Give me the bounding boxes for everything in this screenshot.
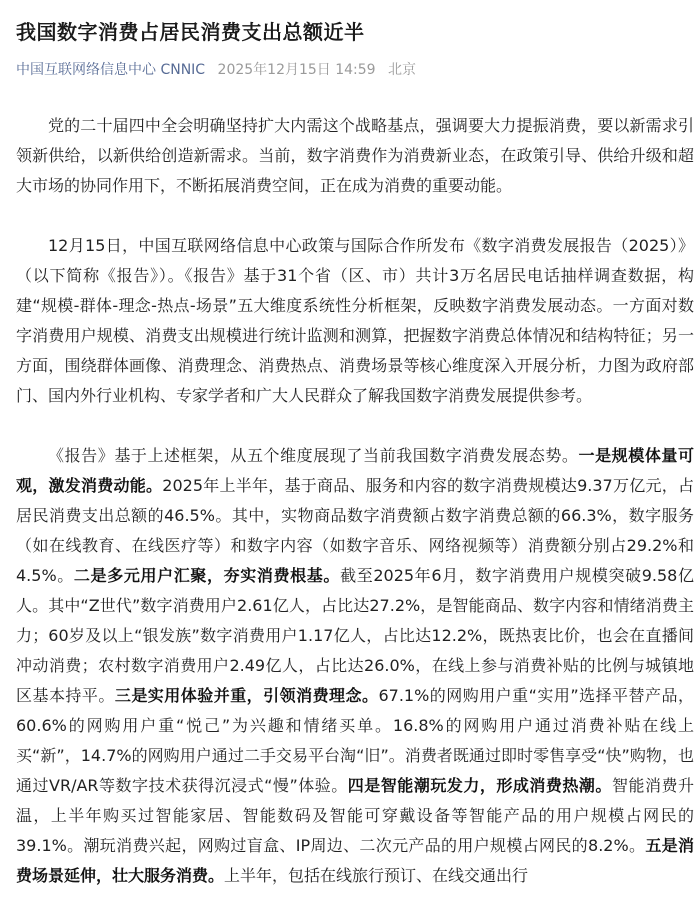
highlight-point-1: 一是规模体量可观，激发消费动能。 — [16, 446, 694, 495]
paragraph-text: 党的二十届四中全会明确坚持扩大内需这个战略基点，强调要大力提振消费，要以新需求引领新供给，以新供给创造新需求。当前，数字消费作为消费新业态，在政策引导、供给升级和超大市场的协同作用下，不断拓展消费空间，正在成为消费的重要动能。 — [16, 116, 694, 195]
paragraph-text: 12月15日，中国互联网络信息中心政策与国际合作所发布《数字消费发展报告（2025）》（以下简称《报告》）。《报告》基于31个省（区、市）共计3万名居民电话抽样调查数据，构建“规模-群体-理念-热点-场景”五大维度系统性分析框架，反映数字消费发展动态。一方面对数字消费用户规模、消费支出规模进行统计监测和测算，把握数字消费总体情况和结构特征；另一方面，围绕群体画像、消费理念、消费热点、消费场景等核心维度深入开展分析，力图为政府部门、国内外行业机构、专家学者和广大人民群众了解我国数字消费发展提供参考。 — [16, 236, 694, 405]
publish-location: 北京 — [388, 62, 417, 78]
publish-datetime: 2025年12月15日 14:59 — [217, 62, 376, 78]
paragraph-text: 上半年，包括在线旅行预订、在线交通出行 — [224, 866, 529, 885]
article-paragraph — [16, 231, 694, 411]
highlight-point-3: 三是实用体验并重，引领消费理念。 — [114, 686, 379, 705]
article-meta — [16, 60, 694, 80]
article — [16, 0, 694, 891]
article-paragraph — [16, 441, 694, 891]
paragraph-text: 智能消费升温，上半年购买过智能家居、智能数码及智能可穿戴设备等智能产品的用户规模占网民的39.1%。潮玩消费兴起，网购过盲盒、IP周边、二次元产品的用户规模占网民的8.2%。 — [16, 776, 694, 855]
paragraph-text: 67.1%的网购用户重“实用”选择平替产品，60.6%的网购用户重“悦己”为兴趣和情绪买单。16.8%的网购用户通过消费补贴在线上买“新”，14.7%的网购用户通过二手交易平台淘“旧”。消费者既通过即时零售享受“快”购物，也通过VR/AR等数字技术获得沉浸式“慢”体验。 — [16, 686, 694, 795]
article-title: 我国数字消费占居民消费支出总额近半 — [16, 20, 365, 44]
article-paragraph — [16, 111, 694, 201]
highlight-point-5: 五是消费场景延伸，壮大服务消费。 — [16, 836, 694, 885]
paragraph-text: 截至2025年6月，数字消费用户规模突破9.58亿人。其中“Z世代”数字消费用户2.61亿人，占比达27.2%，是智能商品、数字内容和情绪消费主力；60岁及以上“银发族”数字消费用户1.17亿人，占比达12.2%，既热衷比价，也会在直播间冲动消费；农村数字消费用户2.49亿人，占比达26.0%，在线上参与消费补贴的比例与城镇地区基本持平。 — [16, 566, 694, 705]
source-account-link[interactable]: 中国互联网络信息中心 CNNIC — [16, 62, 206, 78]
paragraph-text: 《报告》基于上述框架，从五个维度展现了当前我国数字消费发展态势。 — [48, 446, 579, 465]
paragraph-text: 2025年上半年，基于商品、服务和内容的数字消费规模达9.37万亿元，占居民消费支出总额的46.5%。其中，实物商品数字消费额占数字消费总额的66.3%，数字服务（如在线教育、在线医疗等）和数字内容（如数字音乐、网络视频等）消费额分别占29.2%和4.5%。 — [16, 476, 694, 585]
highlight-point-4: 四是智能潮玩发力，形成消费热潮。 — [347, 776, 612, 795]
highlight-point-2: 二是多元用户汇聚，夯实消费根基。 — [73, 566, 341, 585]
